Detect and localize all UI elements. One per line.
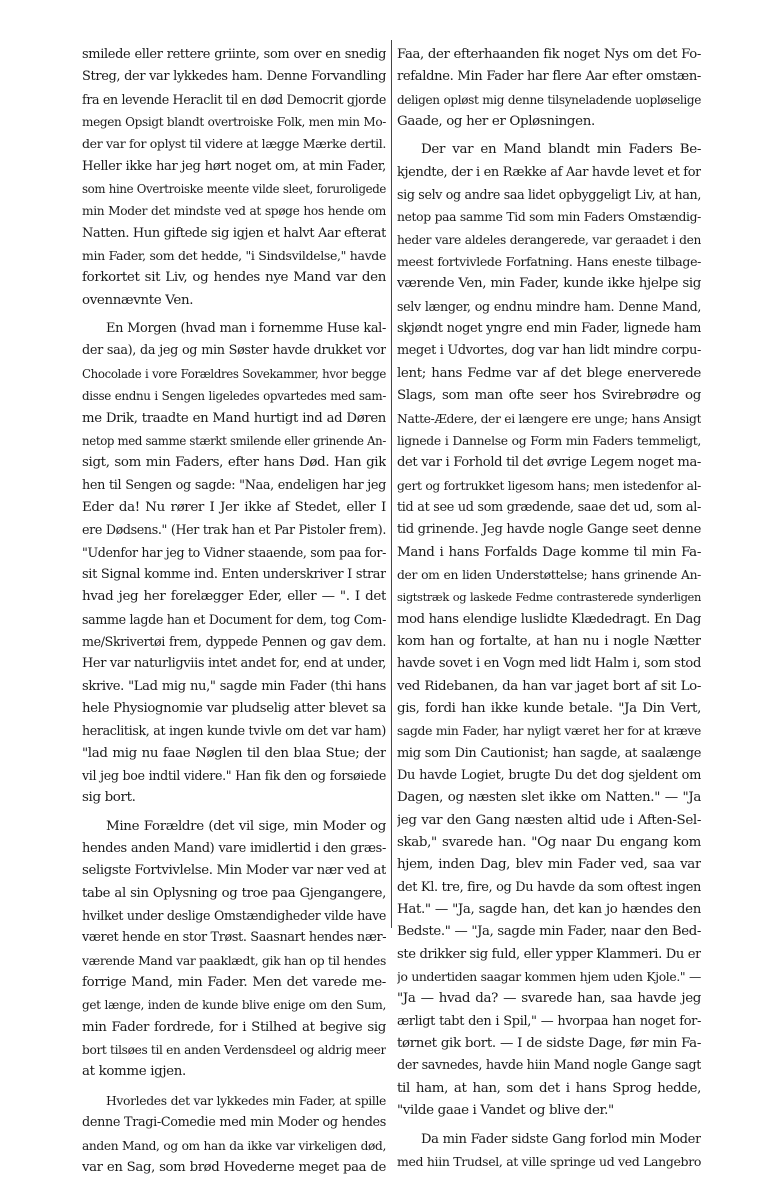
text-line: været hende en stor Trøst. Saasnart hendes nær- xyxy=(82,930,386,946)
text-line: skrive. "Lad mig nu," sagde min Fader (thi hans xyxy=(82,678,386,694)
text-line: hendes anden Mand) vare imidlertid i den græs- xyxy=(82,841,386,857)
text-line: min Moder det mindste ved at spøge hos hende om xyxy=(82,204,386,219)
text-line: Dagen, og næsten slet ikke om Natten." — "Ja xyxy=(397,790,701,806)
text-line: Streg, der var lykkedes ham. Denne Forvandling xyxy=(82,69,386,85)
text-line: ste drikker sig fuld, eller ypper Klammeri. Du er xyxy=(397,946,701,962)
text-line: meest fortvivlede Forfatning. Hans eneste tilbage- xyxy=(397,254,701,270)
text-line: Natten. Hun giftede sig igjen et halvt Aar efterat xyxy=(82,225,386,241)
text-line: netop paa samme Tid som min Faders Omstændig- xyxy=(397,210,701,225)
text-line: sig bort. xyxy=(82,790,136,806)
text-line: var en Sag, som brød Hovederne meget paa de xyxy=(82,1159,386,1175)
text-line: skab," svarede han. "Og naar Du engang kom xyxy=(397,835,701,851)
text-line: meget i Udvortes, dog var han lidt mindre corpu- xyxy=(397,343,701,359)
text-line: "Ja — hvad da? — svarede han, saa havde jeg xyxy=(397,991,701,1007)
text-line: me/Skrivertøi frem, dyppede Pennen og gav dem. xyxy=(82,633,386,649)
text-line: heraclitisk, at ingen kunde tvivle om det var ham) xyxy=(82,723,386,739)
text-line: denne Tragi-Comedie med min Moder og hendes xyxy=(82,1115,386,1131)
text-line: værende Mand var paaklædt, gik han op til hendes xyxy=(82,953,386,968)
text-line: det var i Forhold til det øvrige Legem noget ma- xyxy=(397,455,701,471)
text-line: sagde min Fader, har nyligt været her for at kræve xyxy=(397,724,701,739)
text-line: der om en liden Understøttelse; hans grinende An- xyxy=(397,567,701,582)
text-line: som hine Overtroiske meente vilde sleet, foruroligede xyxy=(82,182,386,197)
text-line: netop med samme stærkt smilende eller grinende An- xyxy=(82,433,386,448)
text-line: sigtstræk og laskede Fedme contrasterede synderligen xyxy=(397,590,701,605)
text-line: gert og fortrukket ligesom hans; men istedenfor al- xyxy=(397,478,701,493)
text-line: med hiin Trudsel, at ville springe ud ved Langebro xyxy=(397,1153,701,1169)
text-line: selv længer, og endnu mindre ham. Denne Mand, xyxy=(397,298,701,314)
text-line: Mine Forældre (det vil sige, min Moder og xyxy=(106,818,386,834)
text-line: lignede i Dannelse og Form min Faders temmeligt, xyxy=(397,433,701,448)
left-column xyxy=(82,44,386,1179)
text-line: Hvorledes det var lykkedes min Fader, at spille xyxy=(106,1093,386,1108)
text-line: hvilket under deslige Omstændigheder vilde have xyxy=(82,908,386,924)
text-line: hele Physiognomie var pludselig atter blevet sa xyxy=(82,700,386,716)
text-line: fra en levende Heraclit til en død Democrit gjorde xyxy=(82,91,386,107)
text-line: forrige Mand, min Fader. Men det varede me- xyxy=(82,975,386,991)
text-line: megen Opsigt blandt overtroiske Folk, men min Mo- xyxy=(82,115,386,130)
text-line: Faa, der efterhaanden fik noget Nys om det Fo- xyxy=(397,47,701,62)
text-line: heder vare aldeles derangerede, var geraadet i den xyxy=(397,232,701,247)
text-line: sigt, som min Faders, efter hans Død. Han gik xyxy=(82,455,386,471)
text-line: get længe, inden de kunde blive enige om den Sum, xyxy=(82,998,386,1013)
text-line: Her var naturligviis intet andet for, end at under, xyxy=(82,656,386,672)
text-line: anden Mand, og om han da ikke var virkeligen død, xyxy=(82,1138,386,1153)
text-line: Eder da! Nu rører I Jer ikke af Stedet, eller I xyxy=(82,499,386,515)
text-line: ere Dødsens." (Her trak han et Par Pistoler frem). xyxy=(82,522,386,538)
text-line: Du havde Logiet, brugte Du det dog sjeldent om xyxy=(397,768,701,783)
text-line: "Udenfor har jeg to Vidner staaende, som paa for- xyxy=(82,544,386,560)
text-line: "lad mig nu faae Nøglen til den blaa Stue; der xyxy=(82,745,386,761)
text-line: smilede eller rettere griinte, som over en snedig xyxy=(82,47,386,62)
text-line: hen til Sengen og sagde: "Naa, endeligen har jeg xyxy=(82,477,386,493)
text-line: sit Signal komme ind. Enten underskriver I strar xyxy=(82,566,386,582)
text-line: Chocolade i vore Forældres Sovekammer, hvor begge xyxy=(82,366,386,381)
text-line: samme lagde han et Document for dem, tog Com- xyxy=(82,611,386,627)
text-line: hvad jeg her forelægger Eder, eller — ". I det xyxy=(82,589,386,605)
text-line: deligen opløst mig denne tilsyneladende uopløselige xyxy=(397,92,701,107)
text-line: seligste Fortvivlelse. Min Moder var nær ved at xyxy=(82,863,386,879)
text-line: Mand i hans Forfalds Dage komme til min Fa- xyxy=(397,544,701,560)
text-line: ved Ridebanen, da han var jaget bort af sit Lo- xyxy=(397,678,701,694)
text-line: kom han og fortalte, at han nu i nogle Nætter xyxy=(397,633,701,649)
text-line: En Morgen (hvad man i fornemme Huse kal- xyxy=(106,321,386,337)
text-line: Da min Fader sidste Gang forlod min Moder xyxy=(421,1131,701,1147)
text-line: ovennævnte Ven. xyxy=(82,292,194,308)
text-line: skjøndt noget yngre end min Fader, lignede ham xyxy=(397,321,701,337)
text-line: min Fader fordrede, for i Stilhed at begive sig xyxy=(82,1019,386,1035)
text-line: der var for oplyst til videre at lægge Mærke dertil. xyxy=(82,136,386,152)
text-line: me Drik, traadte en Mand hurtigt ind ad Døren xyxy=(82,410,386,426)
text-line: Heller ikke har jeg hørt noget om, at min Fader, xyxy=(82,158,386,174)
text-line: bort tilsøes til en anden Verdensdeel og aldrig meer xyxy=(82,1043,386,1058)
text-line: til ham, at han, som det i hans Sprog hedde, xyxy=(397,1080,701,1096)
right-column xyxy=(397,44,701,1173)
text-line: min Fader, som det hedde, "i Sindsvildelse," havde xyxy=(82,248,386,264)
text-line: mig som Din Cautionist; han sagde, at saalænge xyxy=(397,745,701,761)
text-line: vil jeg boe indtil videre." Han fik den og forsøiede xyxy=(82,768,386,783)
text-line: der savnedes, havde hiin Mand nogle Gange sagt xyxy=(397,1058,701,1074)
text-line: tabe al sin Oplysning og troe paa Gjengangere, xyxy=(82,885,386,901)
text-line: Hat." — "Ja, sagde han, det kan jo hændes den xyxy=(397,902,701,918)
text-line: Gaade, og her er Opløsningen. xyxy=(397,114,595,130)
column-divider xyxy=(391,40,392,928)
text-line: Bedste." — "Ja, sagde min Fader, naar den Bed- xyxy=(397,924,701,940)
text-line: tid grinende. Jeg havde nogle Gange seet denne xyxy=(397,522,701,538)
text-line: jo undertiden saagar kommen hjem uden Kjole." — xyxy=(397,970,701,985)
text-line: værende Ven, min Fader, kunde ikke hjelpe sig xyxy=(397,276,701,292)
text-line: jeg var den Gang næsten altid ude i Aften-Sel- xyxy=(397,812,701,828)
text-line: at komme igjen. xyxy=(82,1064,186,1080)
text-line: ærligt tabt den i Spil," — hvorpaa han noget for- xyxy=(397,1013,701,1029)
text-line: sig selv og andre saa lidet opbyggeligt Liv, at han, xyxy=(397,187,701,203)
text-line: disse endnu i Sengen ligeledes opvartedes med sam- xyxy=(82,389,386,404)
text-line: Slags, som man ofte seer hos Svirebrødre og xyxy=(397,388,701,404)
text-line: hjem, inden Dag, blev min Fader ved, saa var xyxy=(397,857,701,873)
text-line: havde sovet i en Vogn med lidt Halm i, som stod xyxy=(397,656,701,672)
text-line: det Kl. tre, fire, og Du havde da som oftest ingen xyxy=(397,879,701,895)
text-line: forkortet sit Liv, og hendes nye Mand var den xyxy=(82,270,386,286)
text-line: tid at see ud som grædende, saae det ud, som al- xyxy=(397,499,701,515)
text-line: kjendte, der i en Række af Aar havde levet et for xyxy=(397,164,701,180)
text-line: Der var en Mand blandt min Faders Be- xyxy=(421,142,701,158)
text-line: Natte-Ædere, der ei længere ere unge; hans Ansigt xyxy=(397,411,701,426)
text-line: "vilde gaae i Vandet og blive der." xyxy=(397,1103,614,1119)
text-line: gis, fordi han ikke kunde betale. "Ja Din Vert, xyxy=(397,700,701,716)
text-line: refaldne. Min Fader har flere Aar efter omstæn- xyxy=(397,69,701,85)
text-line: der saa), da jeg og min Søster havde drukket vor xyxy=(82,343,386,359)
text-line: tørnet gik bort. — I de sidste Dage, før min Fa- xyxy=(397,1036,701,1052)
text-line: mod hans elendige luslidte Klædedragt. En Dag xyxy=(397,611,701,627)
text-line: lent; hans Fedme var af det blege enerverede xyxy=(397,365,701,381)
